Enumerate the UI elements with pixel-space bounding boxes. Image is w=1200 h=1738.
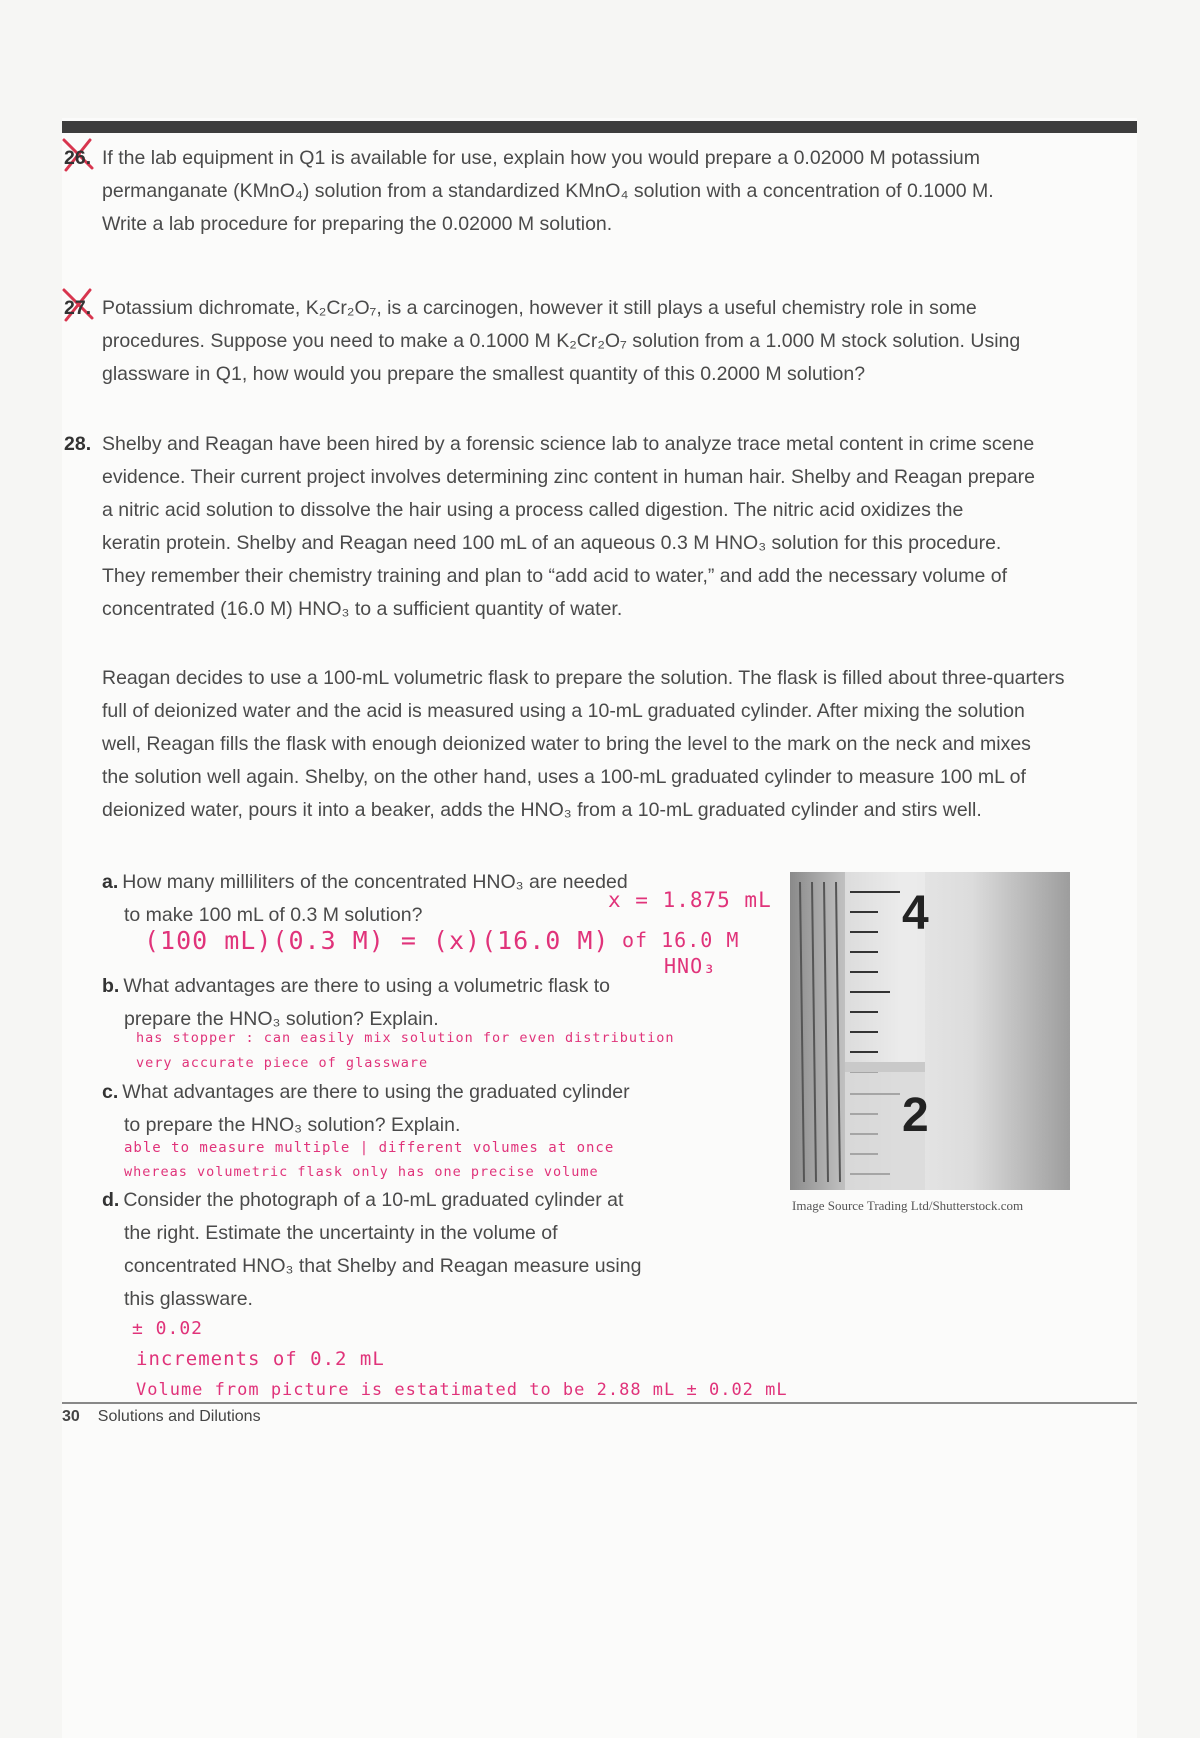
q28-line-3: a nitric acid solution to dissolve the hair using a process called digestion. The nitric acid oxidizes the	[102, 499, 964, 521]
q28-line-4: keratin protein. Shelby and Reagan need 100 mL of an aqueous 0.3 M HNO₃ solution for this procedure.	[102, 532, 1002, 554]
handwritten-answer-d-3: Volume from picture is estatimated to be 2.88 mL ± 0.02 mL	[136, 1380, 788, 1400]
cylinder-scale-graphic	[790, 872, 1070, 1190]
q28-para2-line-3: well, Reagan fills the flask with enough deionized water to bring the level to the mark on the neck and mixes	[102, 733, 1031, 755]
handwritten-answer-a: x = 1.875 mL	[608, 888, 772, 912]
q27-line-1: Potassium dichromate, K₂Cr₂O₇, is a carcinogen, however it still plays a useful chemistry role in some	[102, 297, 977, 319]
q28-para2-line-1: Reagan decides to use a 100-mL volumetric flask to prepare the solution. The flask is filled about three-quarters	[102, 667, 1065, 689]
question-27	[64, 292, 1132, 391]
q28-para2-line-4: the solution well again. Shelby, on the other hand, uses a 100-mL graduated cylinder to measure 100 mL of	[102, 766, 1026, 788]
handwritten-answer-b-1: has stopper : can easily mix solution for even distribution	[136, 1030, 675, 1046]
top-rule	[62, 121, 1137, 133]
handwritten-answer-b-2: very accurate piece of glassware	[136, 1055, 429, 1071]
part-c	[102, 1076, 692, 1142]
q28-para2-line-5: deionized water, pours it into a beaker, adds the HNO₃ from a 10-mL graduated cylinder and stirs well.	[102, 799, 982, 821]
q27-line-2: procedures. Suppose you need to make a 0.1000 M K₂Cr₂O₇ solution from a 1.000 M stock solution. Using	[102, 330, 1021, 352]
graduated-cylinder-photo	[790, 872, 1070, 1190]
part-label: c.	[102, 1081, 119, 1103]
part-d-line-2: the right. Estimate the uncertainty in the volume of	[124, 1222, 558, 1244]
footer-rule	[62, 1402, 1137, 1404]
q26-line-3: Write a lab procedure for preparing the 0.02000 M solution.	[102, 213, 613, 235]
cylinder-mark-bottom: 2	[902, 1089, 929, 1142]
part-label: a.	[102, 871, 119, 893]
section-title: Solutions and Dilutions	[97, 1408, 261, 1425]
q28-para2-line-2: full of deionized water and the acid is measured using a 10-mL graduated cylinder. After mixing the solution	[102, 700, 1025, 722]
part-b-line-2: prepare the HNO₃ solution? Explain.	[124, 1008, 439, 1030]
question-number: 27.	[64, 297, 92, 319]
part-a-line-2: to make 100 mL of 0.3 M solution?	[124, 904, 423, 926]
part-d-line-3: concentrated HNO₃ that Shelby and Reagan measure using	[124, 1255, 642, 1277]
handwritten-of-a: of 16.0 M	[622, 928, 740, 952]
cylinder-mark-top: 4	[902, 887, 929, 940]
part-a	[102, 866, 692, 932]
part-b-line-1: What advantages are there to using a volumetric flask to	[123, 975, 611, 997]
question-26	[64, 142, 1132, 241]
handwritten-hno3-a: HNO₃	[664, 954, 717, 978]
handwritten-answer-c-1: able to measure multiple | different volumes at once	[124, 1140, 615, 1156]
page-number: 30	[62, 1408, 80, 1425]
part-label: b.	[102, 975, 120, 997]
part-c-line-1: What advantages are there to using the graduated cylinder	[122, 1081, 630, 1103]
part-d	[102, 1184, 692, 1316]
q26-line-2: permanganate (KMnO₄) solution from a standardized KMnO₄ solution with a concentration of 0.1000 M.	[102, 180, 994, 202]
q28-line-1: Shelby and Reagan have been hired by a forensic science lab to analyze trace metal content in crime scene	[102, 433, 1035, 455]
q28-line-6: concentrated (16.0 M) HNO₃ to a sufficient quantity of water.	[102, 598, 623, 620]
photo-credit: Image Source Trading Ltd/Shutterstock.com	[792, 1198, 1024, 1213]
q27-line-3: glassware in Q1, how would you prepare the smallest quantity of this 0.2000 M solution?	[102, 363, 866, 385]
question-28	[64, 428, 1132, 626]
footer	[62, 1408, 261, 1426]
handwritten-answer-d-2: increments of 0.2 mL	[136, 1348, 385, 1370]
handwritten-work-a: (100 mL)(0.3 M) = (x)(16.0 M)	[144, 926, 610, 955]
question-number: 28.	[64, 433, 92, 455]
q28-paragraph-2	[102, 662, 1132, 827]
q26-line-1: If the lab equipment in Q1 is available for use, explain how you would prepare a 0.02000 M potassium	[102, 147, 981, 169]
part-label: d.	[102, 1189, 120, 1211]
q28-line-2: evidence. Their current project involves determining zinc content in human hair. Shelby and Reagan prepare	[102, 466, 1035, 488]
question-number: 26.	[64, 147, 92, 169]
handwritten-answer-d-1: ± 0.02	[132, 1318, 204, 1339]
part-b	[102, 970, 692, 1036]
handwritten-answer-c-2: whereas volumetric flask only has one precise volume	[124, 1164, 599, 1180]
part-a-line-1: How many milliliters of the concentrated HNO₃ are needed	[122, 871, 628, 893]
part-c-line-2: to prepare the HNO₃ solution? Explain.	[124, 1114, 461, 1136]
part-d-line-1: Consider the photograph of a 10-mL graduated cylinder at	[123, 1189, 624, 1211]
part-d-line-4: this glassware.	[124, 1288, 253, 1310]
q28-line-5: They remember their chemistry training and plan to “add acid to water,” and add the necessary volume of	[102, 565, 1008, 587]
